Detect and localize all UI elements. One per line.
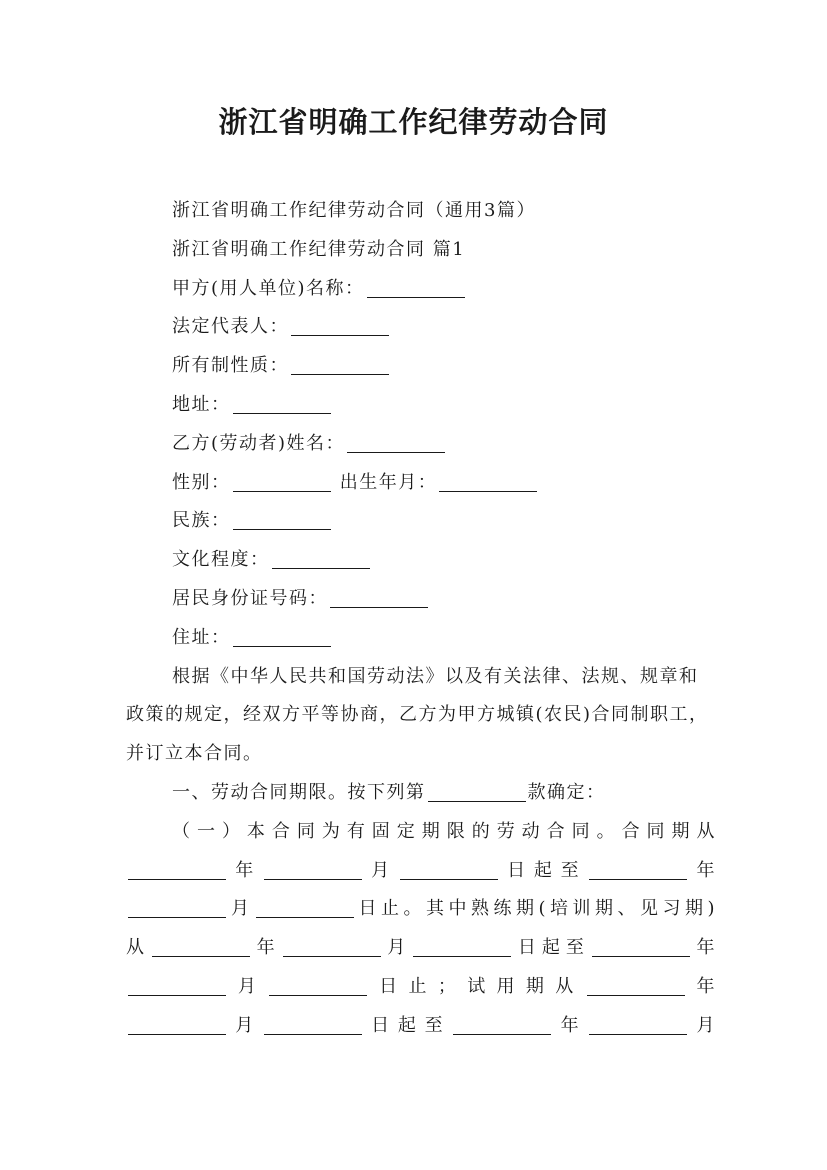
unit-month: 月 xyxy=(363,859,398,881)
blank-line xyxy=(128,897,226,918)
date-line-3 xyxy=(126,929,716,968)
field-legal-rep xyxy=(126,308,716,347)
clause-text: 日止；试用期从 xyxy=(369,975,585,997)
clause-text: 日止。其中熟练期(培训期、见习期) xyxy=(355,898,717,920)
unit-month: 月 xyxy=(382,937,412,959)
field-id-number xyxy=(126,580,716,619)
blank-line xyxy=(283,936,381,957)
unit-day-from-to: 日起至 xyxy=(363,1014,452,1036)
blank-line xyxy=(256,897,354,918)
field-label: 乙方(劳动者)姓名： xyxy=(172,432,346,454)
unit-month: 月 xyxy=(228,975,268,997)
clause-1-item-1-line-1 xyxy=(126,813,716,852)
unit-from: 从 xyxy=(126,937,151,959)
blank-line xyxy=(264,859,362,880)
field-label: 性别： xyxy=(172,471,231,493)
date-line-5 xyxy=(126,1007,716,1046)
unit-day-from-to: 日起至 xyxy=(499,859,588,881)
field-label: 甲方(用人单位)名称： xyxy=(172,277,365,299)
unit-year: 年 xyxy=(553,1014,588,1036)
blank-line xyxy=(233,393,331,414)
unit-year: 年 xyxy=(228,859,262,881)
blank-line xyxy=(233,471,331,492)
field-gender-birth xyxy=(126,464,716,503)
document-title: 浙江省明确工作纪律劳动合同 xyxy=(218,105,609,139)
field-party-b-name xyxy=(126,425,716,464)
blank-line xyxy=(264,1014,362,1035)
field-ethnicity xyxy=(126,502,716,541)
blank-line xyxy=(272,548,370,569)
date-line-4 xyxy=(126,968,716,1007)
unit-year: 年 xyxy=(686,975,717,997)
unit-year: 年 xyxy=(689,859,717,881)
blank-line xyxy=(330,587,428,608)
field-label: 出生年月： xyxy=(339,471,438,493)
field-education xyxy=(126,541,716,580)
subtitle: 浙江省明确工作纪律劳动合同（通用3篇） xyxy=(172,200,536,221)
blank-line xyxy=(269,975,367,996)
blank-line xyxy=(152,936,250,957)
field-ownership xyxy=(126,347,716,386)
blank-line xyxy=(428,781,526,802)
unit-month: 月 xyxy=(689,1014,717,1036)
blank-line xyxy=(400,859,498,880)
unit-month: 月 xyxy=(228,1014,262,1036)
field-label: 住址： xyxy=(172,626,231,648)
field-label: 地址： xyxy=(172,393,231,415)
blank-line xyxy=(128,975,226,996)
blank-line xyxy=(453,1014,551,1035)
clause-text: （一）本合同为有固定期限的劳动合同。合同期从 xyxy=(172,820,716,842)
clause-text: 款确定： xyxy=(527,781,606,803)
blank-line xyxy=(233,626,331,647)
field-address-a xyxy=(126,386,716,425)
blank-line xyxy=(439,471,537,492)
clause-1-heading xyxy=(126,774,716,813)
unit-day-from-to: 日起至 xyxy=(513,937,590,959)
blank-line xyxy=(367,277,465,298)
field-party-a-name xyxy=(126,270,716,309)
blank-line xyxy=(347,432,445,453)
unit-year: 年 xyxy=(691,937,717,959)
date-line-2 xyxy=(126,890,716,929)
blank-line xyxy=(589,1014,687,1035)
unit-month: 月 xyxy=(228,898,254,920)
date-line-1 xyxy=(126,852,716,891)
clause-text: 一、劳动合同期限。按下列第 xyxy=(172,781,426,803)
blank-line xyxy=(587,975,685,996)
blank-line xyxy=(592,936,690,957)
blank-line xyxy=(589,859,687,880)
blank-line xyxy=(291,354,389,375)
document-body xyxy=(126,192,716,1046)
unit-year: 年 xyxy=(252,937,281,959)
preamble-paragraph: 根据《中华人民共和国劳动法》以及有关法律、法规、规章和政策的规定，经双方平等协商，乙方为甲方城镇(农民)合同制职工，并订立本合同。 xyxy=(126,665,709,765)
blank-line xyxy=(128,1014,226,1035)
field-label: 居民身份证号码： xyxy=(172,587,328,609)
field-label: 所有制性质： xyxy=(172,355,289,377)
field-label: 文化程度： xyxy=(172,549,270,571)
blank-line xyxy=(233,509,331,530)
blank-line xyxy=(128,859,226,880)
field-label: 民族： xyxy=(172,510,231,532)
blank-line xyxy=(413,936,511,957)
section-heading: 浙江省明确工作纪律劳动合同 篇1 xyxy=(172,238,466,260)
blank-line xyxy=(291,315,389,336)
field-address-b xyxy=(126,619,716,658)
field-label: 法定代表人： xyxy=(172,316,289,338)
